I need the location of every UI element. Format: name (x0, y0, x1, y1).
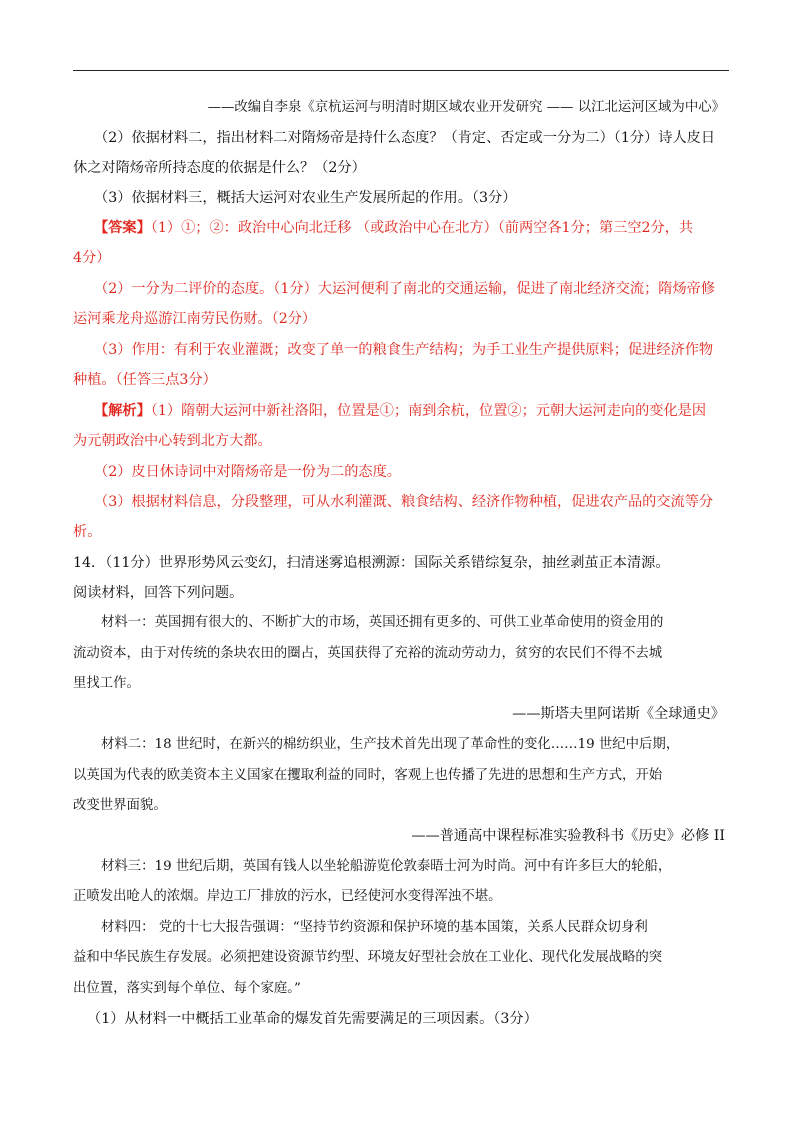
material-2-source: ——普通高中课程标准实验教科书《历史》必修 II (411, 828, 725, 844)
analysis-1-line-1 (94, 401, 706, 421)
answer-1-line-2: 4分） (73, 250, 111, 266)
analysis-3-line-1: （3）根据材料信息，分段整理，可从水利灌溉、粮食结构、经济作物种植，促进农产品的交流等分 (94, 494, 714, 510)
question-14-instruction: 阅读材料，回答下列问题。 (73, 585, 244, 601)
material-2-line-3: 改变世界面貌。 (73, 798, 167, 813)
material-1-line-1: 材料一：英国拥有很大的、不断扩大的市场，英国还拥有更多的、可供工业革命使用的资金用的 (101, 615, 664, 630)
answer-3-line-1: （3）作用：有利于农业灌溉；改变了单一的粮食生产结构；为手工业生产提供原料；促进经济作物 (94, 342, 714, 358)
question-2-line-2: 休之对隋炀帝所持态度的依据是什么？（2分） (73, 160, 366, 176)
material-1-line-2: 流动资本，由于对传统的条块农田的圈占，英国获得了充裕的流动劳动力，贫穷的农民们不得不去城 (73, 646, 663, 661)
material-3-line-2: 正喷发出呛人的浓烟。岸边工厂排放的污水，已经使河水变得浑浊不堪。 (73, 889, 502, 904)
answer-tag: 【答案】 (94, 220, 151, 236)
question-2-line-1: （2）依据材料二，指出材料二对隋炀帝是持什么态度？（肯定、否定或一分为二）（1分）诗人皮日 (94, 130, 716, 146)
material-source: ——改编自李泉《京杭运河与明清时期区域农业开发研究 —— 以江北运河区域为中心》 (207, 100, 725, 115)
material-4-line-2: 益和中华民族生存发展。必须把建设资源节约型、环境友好型社会放在工业化、现代化发展战略的突 (73, 950, 663, 965)
analysis-1-text: （1）隋朝大运河中新社洛阳，位置是①；南到余杭，位置②；元朝大运河走向的变化是因 (150, 403, 707, 419)
question-3: （3）依据材料三，概括大运河对农业生产发展所起的作用。（3分） (94, 190, 517, 206)
answer-2-line-2: 运河乘龙舟巡游江南劳民伤财。（2分） (73, 311, 317, 327)
material-2-line-2: 以英国为代表的欧美资本主义国家在攫取利益的同时，客观上也传播了先进的思想和生产方式，开始 (73, 768, 663, 783)
material-4-line-3: 出位置，落实到每个单位、每个家庭。” (73, 981, 301, 996)
question-14-part-1: （1）从材料一中概括工业革命的爆发首先需要满足的三项因素。（3分） (87, 1011, 538, 1027)
answer-3-line-2: 种植。（任答三点3分） (73, 372, 217, 388)
analysis-1-line-2: 为元朝政治中心转到北方大都。 (73, 433, 272, 449)
answer-2-line-1: （2）一分为二评价的态度。（1分）大运河便利了南北的交通运输，促进了南北经济交流；隋炀帝修 (94, 281, 716, 297)
answer-1-text: （1）①；②：政治中心向北迁移 （或政治中心在北方）（前两空各1分；第三空2分，共 (150, 220, 694, 236)
material-1-line-3: 里找工作。 (73, 676, 140, 691)
material-4-line-1: 材料四： 党的十七大报告强调：“坚持节约资源和保护环境的基本国策，关系人民群众切身利 (101, 920, 648, 935)
material-1-source: ——斯塔夫里阿诺斯《全球通史》 (512, 706, 725, 722)
header-rule (73, 70, 729, 71)
material-3-line-1: 材料三：19 世纪后期，英国有钱人以坐轮船游览伦敦泰晤士河为时尚。河中有许多巨大的轮船， (101, 859, 672, 874)
analysis-3-line-2: 析。 (73, 524, 102, 540)
analysis-2: （2）皮日休诗词中对隋炀帝是一份为二的态度。 (94, 464, 401, 480)
answer-1-line-1 (94, 218, 693, 238)
material-2-line-1: 材料二：18 世纪时，在新兴的棉纺织业，生产技术首先出现了革命性的变化……19 世纪中后期， (101, 737, 680, 752)
question-14-stem: 14．（11分）世界形势风云变幻，扫清迷雾追根溯源：国际关系错综复杂，抽丝剥茧正本清源。 (73, 555, 670, 571)
analysis-tag: 【解析】 (94, 403, 151, 419)
